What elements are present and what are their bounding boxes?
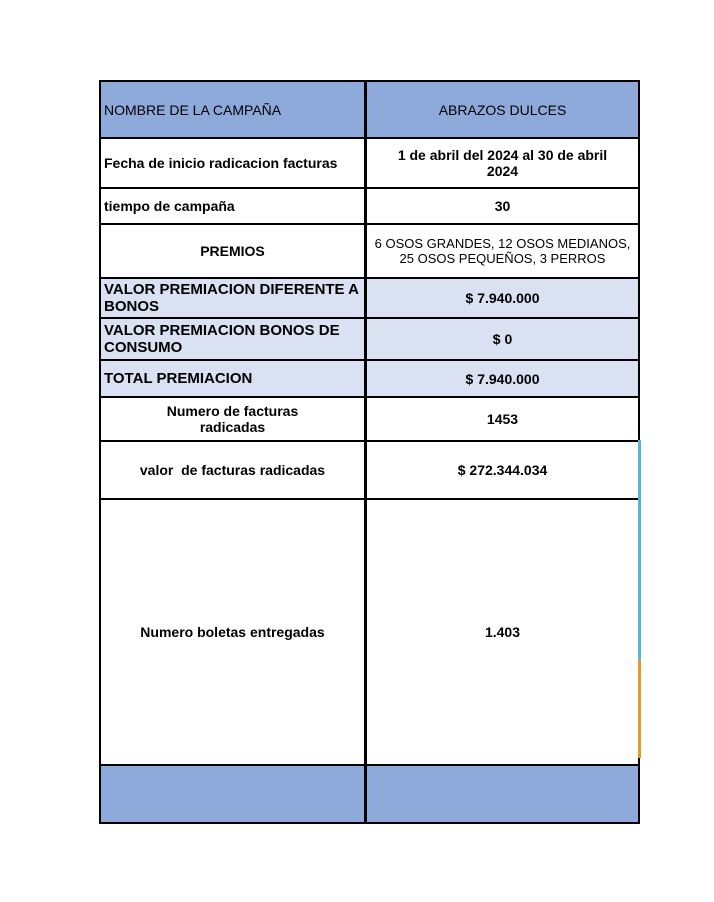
row-fecha: [99, 139, 640, 189]
fecha-value: 1 de abril del 2024 al 30 de abril 2024: [397, 147, 608, 179]
row-valor-facturas: [99, 442, 640, 500]
campaign-table: [99, 80, 640, 824]
edge-accent-orange: [638, 660, 641, 758]
campaign-name: ABRAZOS DULCES: [438, 101, 567, 118]
edge-accent-cyan: [638, 440, 641, 660]
total-value: $ 7.940.000: [465, 370, 540, 387]
footer-right-cell: [367, 766, 638, 822]
row-num-facturas: [99, 398, 640, 442]
valor-diferente-value: $ 7.940.000: [465, 290, 540, 306]
fecha-label: Fecha de inicio radicacion facturas: [101, 139, 367, 187]
boletas-label: Numero boletas entregadas: [101, 500, 367, 764]
row-premios: [99, 225, 640, 279]
row-total: [99, 361, 640, 398]
footer-left-cell: [101, 766, 367, 822]
row-tiempo: [99, 189, 640, 225]
total-label: TOTAL PREMIACION: [101, 361, 367, 396]
valor-bonos-value: $ 0: [492, 331, 513, 347]
table-footer-row: [99, 766, 640, 824]
valor-diferente-label: VALOR PREMIACION DIFERENTE A BONOS: [101, 279, 367, 317]
tiempo-value: 30: [494, 198, 511, 214]
header-label: NOMBRE DE LA CAMPAÑA: [101, 82, 367, 137]
tiempo-label: tiempo de campaña: [101, 189, 367, 223]
valor-bonos-label: VALOR PREMIACION BONOS DE CONSUMO: [101, 319, 367, 359]
boletas-value: 1.403: [484, 624, 521, 640]
premios-value: 6 OSOS GRANDES, 12 OSOS MEDIANOS, 25 OSOS PEQUEÑOS, 3 PERROS: [374, 236, 631, 266]
premios-label: PREMIOS: [101, 225, 367, 277]
num-facturas-label: Numero de facturas radicadas: [101, 398, 367, 440]
row-valor-diferente: [99, 279, 640, 319]
table-header-row: [99, 80, 640, 139]
num-facturas-value: 1453: [486, 411, 519, 427]
row-valor-bonos: [99, 319, 640, 361]
row-boletas: [99, 500, 640, 766]
valor-facturas-label: valor de facturas radicadas: [101, 442, 367, 498]
valor-facturas-value: $ 272.344.034: [457, 462, 548, 478]
